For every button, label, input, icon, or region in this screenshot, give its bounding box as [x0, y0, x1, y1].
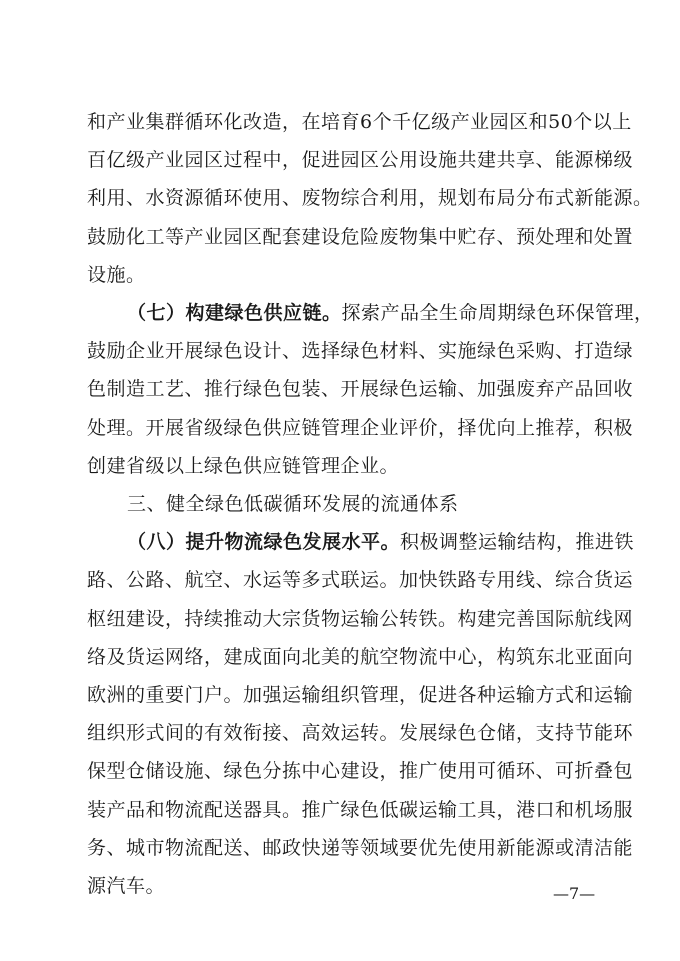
section-8-first-line: [127, 530, 635, 554]
body-text-line: 百亿级产业园区过程中，促进园区公用设施共建共享、能源梯级: [87, 149, 634, 172]
body-text-line: 处理。开展省级绿色供应链管理企业评价，择优向上推荐，积极: [87, 416, 634, 439]
body-text-line: 设施。: [87, 263, 146, 286]
body-text-line: 创建省级以上绿色供应链管理企业。: [87, 454, 400, 477]
body-text-line: 鼓励企业开展绿色设计、选择绿色材料、实施绿色采购、打造绿: [87, 340, 634, 363]
body-text-line: 鼓励化工等产业园区配套建设危险废物集中贮存、预处理和处置: [87, 225, 634, 248]
body-text-line: 欧洲的重要门户。加强运输组织管理，促进各种运输方式和运输: [87, 684, 634, 706]
section-7-first-line: [127, 301, 654, 325]
body-text-line: 装产品和物流配送器具。推广绿色低碳运输工具，港口和机场服: [87, 798, 634, 821]
body-text-line: 利用、水资源循环使用、废物综合利用，规划布局分布式新能源。: [87, 187, 653, 210]
body-text-line: 色制造工艺、推行绿色包装、开展绿色运输、加强废弃产品回收: [87, 378, 634, 401]
page-number: —7—: [553, 884, 596, 903]
body-text-line: 务、城市物流配送、邮政快递等领域要优先使用新能源或清洁能: [87, 836, 634, 859]
section-8-text: 积极调整运输结构，推进铁: [400, 531, 635, 554]
body-text-line: 络及货运网络，建成面向北美的航空物流中心，构筑东北亚面向: [87, 645, 634, 668]
section-heading-3: 三、健全绿色低碳循环发展的流通体系: [127, 493, 459, 515]
body-text-line: 源汽车。: [87, 875, 166, 897]
section-7-title: （七）构建绿色供应链。: [127, 302, 342, 324]
body-text-line: 路、公路、航空、水运等多式联运。加快铁路专用线、综合货运: [87, 569, 634, 592]
section-7-text: 探索产品全生命周期绿色环保管理，: [341, 302, 654, 324]
body-text-line: 组织形式间的有效衔接、高效运转。发展绿色仓储，支持节能环: [87, 722, 634, 745]
body-text-line: 和产业集群循环化改造，在培育6个千亿级产业园区和50个以上: [87, 111, 632, 133]
body-text-line: 枢纽建设，持续推动大宗货物运输公转铁。构建完善国际航线网: [87, 607, 634, 630]
section-8-title: （八）提升物流绿色发展水平。: [127, 531, 401, 554]
body-text-line: 保型仓储设施、绿色分拣中心建设，推广使用可循环、可折叠包: [87, 760, 634, 783]
